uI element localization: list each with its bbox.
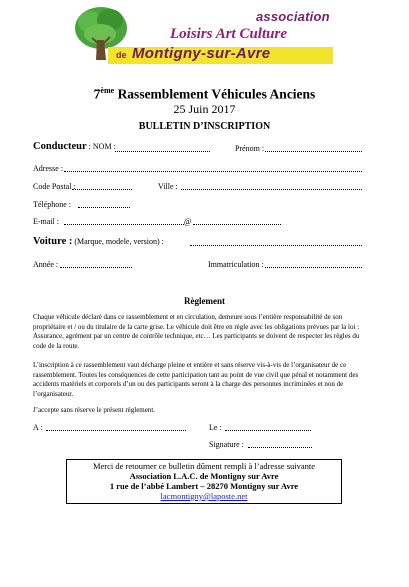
voiture-row <box>33 236 164 247</box>
voiture-label: Voiture : <box>33 236 73 247</box>
logo-city-text: Montigny-sur-Avre <box>132 45 271 62</box>
reglement-paragraph-2: L’inscription à ce rassemblement vaut décharge pleine et entière et sans réserve vis-à-vis de l’organisateur de ce rassemblement. Toutes les conséquences de cette participation tant au point de vue civil que pénal et notamment des accidents matériels et corporels d’un ou des participants seront à la charge des personnes incriminées et non de l’organisateur. <box>33 361 359 398</box>
logo-lac-text: Loisirs Art Culture <box>170 26 287 42</box>
telephone-field[interactable] <box>78 207 130 208</box>
event-date: 25 Juin 2017 <box>173 102 236 116</box>
reglement-paragraph-3: J’accepte sans réserve le présent règlement. <box>33 406 156 414</box>
email-domain-field[interactable] <box>193 224 281 225</box>
conducteur-row <box>33 141 116 152</box>
nom-label: : NOM : <box>88 142 116 151</box>
ville-label: Ville : <box>158 182 178 191</box>
logo-de-text: de <box>116 50 127 60</box>
voiture-detail-label: (Marque, modele, version) : <box>74 237 164 246</box>
adresse-label: Adresse : <box>33 164 63 173</box>
signature-field[interactable] <box>248 447 312 448</box>
ville-field[interactable] <box>181 189 362 190</box>
annee-field[interactable] <box>60 267 132 268</box>
email-user-field[interactable] <box>64 224 184 225</box>
a-label: A : <box>33 423 43 432</box>
le-label: Le : <box>209 423 222 432</box>
signature-label: Signature : <box>209 440 244 449</box>
return-instruction: Merci de retourner ce bulletin dûment rempli à l’adresse suivante <box>92 461 316 471</box>
telephone-label: Téléphone : <box>33 200 71 209</box>
association-address: 1 rue de l’abbé Lambert – 28270 Montigny sur Avre <box>109 481 299 491</box>
annee-label: Année : <box>33 260 59 269</box>
immatriculation-field[interactable] <box>265 267 362 268</box>
at-sign: @ <box>184 217 192 226</box>
association-name: Association L.A.C. de Montigny sur Avre <box>129 471 279 481</box>
logo-association-text: association <box>256 9 330 24</box>
contact-email-link[interactable]: lacmontigny@laposte.net <box>160 491 248 501</box>
prenom-label: Prénom : <box>235 144 265 153</box>
nom-field[interactable] <box>115 151 210 152</box>
code-postal-label: Code Postal : <box>33 182 76 191</box>
adresse-field[interactable] <box>64 171 362 172</box>
conducteur-label: Conducteur <box>33 141 87 152</box>
page-title: 7ème Rassemblement Véhicules Anciens <box>93 86 316 102</box>
a-field[interactable] <box>46 430 186 431</box>
form-title: BULLETIN D’INSCRIPTION <box>138 121 271 132</box>
le-field[interactable] <box>225 430 311 431</box>
prenom-field[interactable] <box>265 151 362 152</box>
reglement-paragraph-1: Chaque véhicule déclaré dans ce rassemblement et en circulation, demeure sous l’entière responsabilité de son propriétaire et / ou du titulaire de la carte grise. Le véhicule doit être en règle avec les obligations prévues par la loi : Assurance, agrément par un centre de contrôle technique, etc… Les participants se doivent de respecter les règles du code de la route. <box>33 313 360 350</box>
immatriculation-label: Immatriculation : <box>208 260 264 269</box>
reglement-title: Règlement <box>184 296 225 306</box>
code-postal-field[interactable] <box>72 189 132 190</box>
voiture-field[interactable] <box>190 245 362 246</box>
return-address-box <box>66 459 342 504</box>
email-label: E-mail : <box>33 217 59 226</box>
